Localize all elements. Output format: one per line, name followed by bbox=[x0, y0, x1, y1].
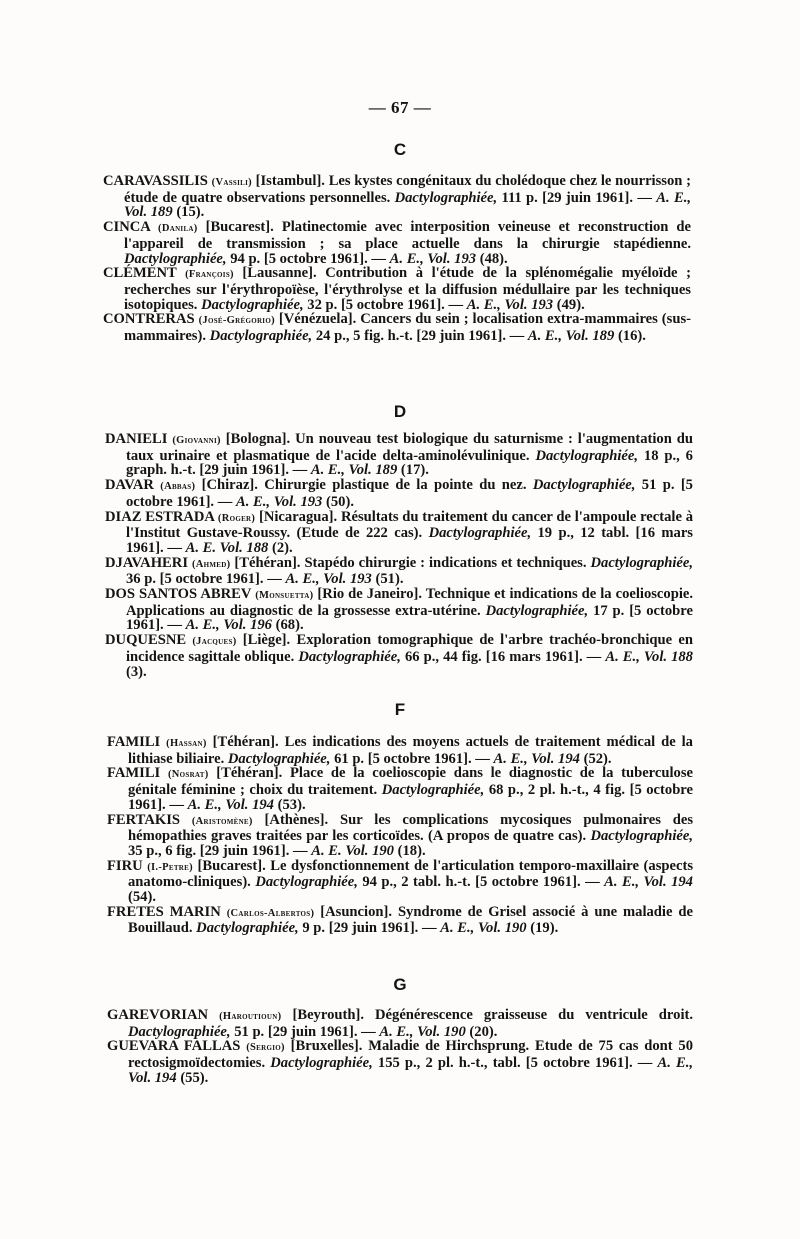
entry-reference: A. E., Vol. 188 bbox=[605, 648, 693, 665]
entry-firstname: (Hassan) bbox=[166, 738, 207, 749]
entry-number: (52). bbox=[583, 750, 612, 767]
entry-firstname: (Haroutioun) bbox=[219, 1011, 282, 1022]
entry-city: [Istambul]. bbox=[255, 173, 325, 189]
entry-publication: Dactylographiée, bbox=[227, 750, 331, 767]
entry-number: (55). bbox=[180, 1069, 209, 1086]
entry-reference: A. E., Vol. 194 bbox=[493, 750, 580, 767]
bibliography-entry bbox=[107, 766, 693, 812]
entry-name: CONTRERAS bbox=[103, 311, 195, 328]
entry-number: (53). bbox=[277, 796, 306, 813]
entry-number: (2). bbox=[271, 539, 293, 556]
section-c bbox=[103, 174, 691, 344]
entry-pages: 32 p. bbox=[307, 296, 338, 313]
entry-publication: Dactylographiée, bbox=[381, 782, 485, 799]
entry-reference: A. E., Vol. 193 bbox=[466, 296, 554, 313]
entry-date: [5 octobre 1961]. — bbox=[126, 602, 693, 634]
entry-number: (16). bbox=[617, 328, 646, 345]
entry-reference: A. E., Vol. 194 bbox=[128, 1055, 693, 1086]
bibliography-entry bbox=[107, 735, 693, 766]
entry-title: Cancers du sein ; localisation extra-mammaires (sus-mammaires). bbox=[124, 311, 691, 345]
entry-firstname: (Aristomène) bbox=[191, 815, 253, 827]
entry-pages: 35 p., 6 fig. bbox=[128, 842, 197, 859]
entry-city: [Téhéran]. bbox=[216, 765, 283, 782]
entry-title: Technique et indications de la coelioscopie. Applications au diagnostic de la grossesse extra-utérine. bbox=[126, 586, 694, 619]
bibliography-entry bbox=[107, 905, 693, 936]
entry-publication: Dactylographiée, bbox=[209, 328, 313, 345]
entry-firstname: (Roger) bbox=[217, 512, 256, 524]
entry-title: Un nouveau test biologique du saturnisme : l'augmentation du taux urinaire et plasmatique de l'acide delta-aminolévulinique. bbox=[126, 431, 693, 464]
entry-title: Place de la coelioscopie dans le diagnostic de la tuberculose génitale féminine ; choix du traitement. bbox=[128, 765, 693, 799]
section-d bbox=[105, 432, 693, 679]
entry-reference: A. E., Vol. 193 bbox=[389, 250, 477, 267]
entry-name: FERTAKIS bbox=[107, 811, 181, 828]
bibliography-entry bbox=[103, 220, 691, 266]
entry-number: (68). bbox=[275, 617, 304, 634]
bibliography-entry bbox=[107, 1008, 693, 1039]
entry-name: DIAZ ESTRADA bbox=[105, 508, 215, 525]
entry-number: (18). bbox=[397, 842, 426, 859]
entry-reference: A. E., Vol. 193 bbox=[285, 571, 372, 588]
entry-city: [Liège]. bbox=[242, 632, 291, 649]
entry-reference: A. E., Vol. 194 bbox=[604, 874, 693, 891]
entry-city: [Lausanne]. bbox=[242, 265, 317, 282]
entry-publication: Dactylographiée, bbox=[270, 1055, 373, 1072]
entry-date: [5 octobre 1961]. — bbox=[525, 1055, 653, 1072]
entry-pages: 36 p. bbox=[126, 571, 157, 588]
section-f bbox=[107, 735, 693, 936]
entry-publication: Dactylographiée, bbox=[201, 296, 304, 313]
entry-city: [Bucarest]. bbox=[197, 857, 266, 874]
entry-city: [Chiraz]. bbox=[201, 477, 258, 494]
entry-firstname: (François) bbox=[185, 269, 234, 281]
entry-name: FAMILI bbox=[107, 734, 161, 750]
entry-publication: Dactylographiée, bbox=[590, 828, 693, 845]
entry-date: [16 mars 1961]. — bbox=[485, 648, 602, 665]
page-number: — 67 — bbox=[368, 98, 432, 117]
bibliography-entry bbox=[105, 432, 693, 478]
bibliography-entry bbox=[107, 1039, 693, 1085]
entry-publication: Dactylographiée, bbox=[196, 920, 299, 937]
entry-pages: 19 p., 12 tabl. bbox=[537, 525, 630, 542]
entry-city: [Téhéran]. bbox=[212, 734, 279, 750]
bibliography-entry bbox=[105, 587, 693, 633]
entry-number: (17). bbox=[400, 462, 429, 479]
entry-date: [29 juin 1961]. — bbox=[542, 189, 652, 206]
entry-publication: Dactylographiée, bbox=[532, 477, 636, 494]
entry-publication: Dactylographiée, bbox=[124, 250, 227, 267]
entry-city: [Bucarest]. bbox=[205, 219, 274, 236]
entry-date: [5 octobre 1961]. — bbox=[340, 296, 464, 313]
entry-pages: 155 p., 2 pl. h.-t., tabl. bbox=[377, 1055, 521, 1072]
entry-date: [5 octobre 1961]. — bbox=[263, 250, 387, 267]
entry-reference: A. E., Vol. 193 bbox=[235, 493, 323, 510]
entry-date: [16 mars 1961]. — bbox=[126, 525, 693, 556]
entry-pages: 68 p., 2 pl. h.-t., 4 fig. bbox=[488, 782, 626, 799]
entry-pages: 18 p., 6 graph. h.-t. bbox=[126, 447, 693, 479]
entry-city: [Nicaragua]. bbox=[258, 508, 338, 525]
entry-firstname: (Monsuetta) bbox=[255, 590, 314, 602]
section-letter-d: D bbox=[393, 402, 407, 421]
entry-reference: A. E., Vol. 189 bbox=[124, 189, 691, 221]
entry-firstname: (Carlos-Albertos) bbox=[226, 907, 315, 919]
entry-firstname: (Giovanni) bbox=[172, 435, 221, 446]
entry-date: [5 octobre 1961]. — bbox=[159, 571, 282, 588]
entry-city: [Bruxelles]. bbox=[290, 1038, 363, 1055]
entry-firstname: (Nosrat) bbox=[167, 769, 209, 781]
entry-firstname: (Jacques) bbox=[192, 636, 237, 648]
entry-title: Chirurgie plastique de la pointe du nez. bbox=[264, 477, 527, 494]
entry-title: Résultats du traitement du cancer de l'ampoule rectale à l'Institut Gustave-Roussy. (Etude de 222 cas). bbox=[126, 508, 693, 542]
entry-pages: 94 p., 2 tabl. h.-t. bbox=[362, 874, 471, 891]
entry-publication: Dactylographiée, bbox=[535, 447, 638, 464]
entry-number: (19). bbox=[530, 920, 559, 937]
section-letter-g: G bbox=[393, 975, 407, 994]
entry-city: [Bologna]. bbox=[225, 431, 291, 447]
entry-reference: A. E., Vol. 194 bbox=[187, 796, 274, 813]
entry-name: FRETES MARIN bbox=[107, 903, 221, 920]
entry-title: Dégénérescence graisseuse du ventricule droit. bbox=[375, 1007, 694, 1023]
entry-pages: 61 p. bbox=[334, 750, 365, 767]
entry-title: Syndrome de Grisel associé à une maladie de Bouillaud. bbox=[128, 903, 693, 937]
entry-firstname: (I.-Petre) bbox=[147, 861, 193, 873]
bibliography-entry bbox=[103, 174, 691, 220]
entry-pages: 17 p. bbox=[593, 602, 625, 619]
entry-city: [Asuncion]. bbox=[320, 903, 392, 920]
entry-number: (50). bbox=[326, 493, 354, 510]
entry-number: (48). bbox=[479, 250, 508, 267]
entry-date: [29 juin 1961]. — bbox=[199, 842, 308, 859]
entry-name: DUQUESNE bbox=[105, 632, 187, 649]
entry-name: DJAVAHERI bbox=[105, 554, 188, 571]
entry-date: [29 juin 1961]. — bbox=[267, 1023, 376, 1040]
bibliography-entry bbox=[105, 556, 693, 587]
entry-number: (54). bbox=[128, 889, 156, 906]
entry-firstname: (Vassili) bbox=[211, 177, 252, 188]
section-g bbox=[107, 1008, 693, 1086]
entry-publication: Dactylographiée, bbox=[428, 525, 532, 542]
bibliography-entry bbox=[103, 266, 691, 312]
entry-firstname: (Danila) bbox=[158, 223, 198, 235]
entry-reference: A. E. Vol. 188 bbox=[185, 539, 269, 556]
entry-title: Le dysfonctionnement de l'articulation temporo-maxillaire (aspects anatomo-cliniques). bbox=[128, 857, 693, 891]
entry-name: DOS SANTOS ABREV bbox=[105, 586, 252, 603]
entry-name: GAREVORIAN bbox=[107, 1007, 209, 1023]
entry-date: [5 octobre 1961]. — bbox=[128, 782, 693, 813]
entry-pages: 94 p. bbox=[230, 250, 261, 267]
entry-date: [5 octobre 1961]. — bbox=[126, 477, 693, 510]
bibliography-entry bbox=[105, 633, 693, 679]
entry-city: [Téhéran]. bbox=[234, 554, 301, 571]
entry-reference: A. E., Vol. 190 bbox=[379, 1023, 466, 1040]
entry-firstname: (José-Grégorio) bbox=[198, 315, 275, 327]
bibliography-entry bbox=[107, 859, 693, 905]
entry-name: FAMILI bbox=[107, 765, 161, 782]
entry-name: DANIELI bbox=[105, 431, 168, 447]
entry-city: [Athènes]. bbox=[264, 811, 329, 828]
entry-title: Maladie de Hirchsprung. Etude de 75 cas dont 50 rectosigmoïdectomies. bbox=[128, 1038, 693, 1072]
entry-name: CARAVASSILIS bbox=[103, 173, 208, 189]
entry-firstname: (Ahmed) bbox=[191, 558, 231, 570]
entry-name: FIRU bbox=[107, 857, 143, 874]
entry-number: (20). bbox=[469, 1023, 498, 1040]
entry-city: [Vénézuela]. bbox=[278, 311, 357, 328]
entry-pages: 111 p. bbox=[501, 189, 538, 206]
entry-reference: A. E. Vol. 190 bbox=[311, 842, 394, 859]
entry-title: Stapédo chirurgie : indications et techniques. bbox=[304, 554, 587, 571]
entry-publication: Dactylographiée, bbox=[394, 189, 498, 206]
entry-publication: Dactylographiée, bbox=[590, 554, 694, 571]
entry-title: Les kystes congénitaux du cholédoque chez le nourrisson ; étude de quatre observations personnelles. bbox=[124, 173, 691, 206]
entry-city: [Rio de Janeiro]. bbox=[317, 586, 423, 603]
entry-title: Les indications des moyens actuels de traitement médical de la lithiase biliaire. bbox=[128, 734, 693, 767]
entry-date: [5 octobre 1961]. — bbox=[475, 874, 600, 891]
entry-date: [5 octobre 1961]. — bbox=[367, 750, 490, 767]
entry-title: Contribution à l'étude de la splénomégalie myéloïde ; recherches sur l'érythropoïèse, l'érythrolyse et la diffusion médullaire par les techniques isotopiques. bbox=[124, 265, 691, 313]
entry-pages: 66 p., 44 fig. bbox=[404, 648, 482, 665]
bibliography-entry bbox=[107, 813, 693, 859]
entry-number: (49). bbox=[556, 296, 585, 313]
entry-reference: A. E., Vol. 196 bbox=[185, 617, 272, 634]
entry-pages: 9 p. bbox=[302, 920, 326, 937]
entry-title: Platinectomie avec interposition veineuse et reconstruction de l'appareil de transmission ; sa place actuelle dans la chirurgie stapédienne. bbox=[124, 219, 691, 252]
bibliography-entry bbox=[105, 478, 693, 509]
entry-publication: Dactylographiée, bbox=[255, 874, 358, 891]
entry-number: (15). bbox=[176, 204, 205, 221]
entry-name: CLÉMENT bbox=[103, 265, 177, 282]
entry-date: [29 juin 1961]. — bbox=[416, 328, 525, 345]
entry-number: (3). bbox=[126, 663, 147, 680]
entry-city: [Beyrouth]. bbox=[292, 1007, 364, 1023]
entry-pages: 51 p. bbox=[234, 1023, 265, 1040]
entry-title: Sur les complications mycosiques pulmonaires des hémopathies graves traitées par les corticoïdes. (A propos de quatre cas). bbox=[128, 811, 693, 845]
entry-name: DAVAR bbox=[105, 477, 154, 494]
bibliography-entry bbox=[103, 312, 691, 343]
entry-title: Exploration tomographique de l'arbre trachéo-bronchique en incidence sagittale oblique. bbox=[126, 632, 693, 665]
entry-firstname: (Sergio) bbox=[246, 1042, 285, 1054]
entry-publication: Dactylographiée, bbox=[298, 648, 401, 665]
section-letter-f: F bbox=[394, 700, 406, 719]
entry-pages: 24 p., 5 fig. h.-t. bbox=[315, 328, 413, 345]
entry-publication: Dactylographiée, bbox=[128, 1023, 231, 1040]
entry-date: [29 juin 1961]. — bbox=[199, 462, 308, 479]
entry-name: CINCA bbox=[103, 219, 151, 236]
entry-number: (51). bbox=[375, 571, 404, 588]
entry-reference: A. E., Vol. 189 bbox=[527, 328, 615, 345]
entry-reference: A. E., Vol. 189 bbox=[310, 462, 398, 479]
entry-publication: Dactylographiée, bbox=[485, 602, 589, 619]
entry-reference: A. E., Vol. 190 bbox=[440, 920, 527, 937]
section-letter-c: C bbox=[393, 140, 407, 159]
bibliography-entry bbox=[105, 510, 693, 556]
entry-firstname: (Abbas) bbox=[160, 481, 196, 493]
entry-pages: 51 p. bbox=[641, 477, 675, 494]
entry-date: [29 juin 1961]. — bbox=[328, 920, 437, 937]
entry-name: GUEVARA FALLAS bbox=[107, 1038, 241, 1055]
